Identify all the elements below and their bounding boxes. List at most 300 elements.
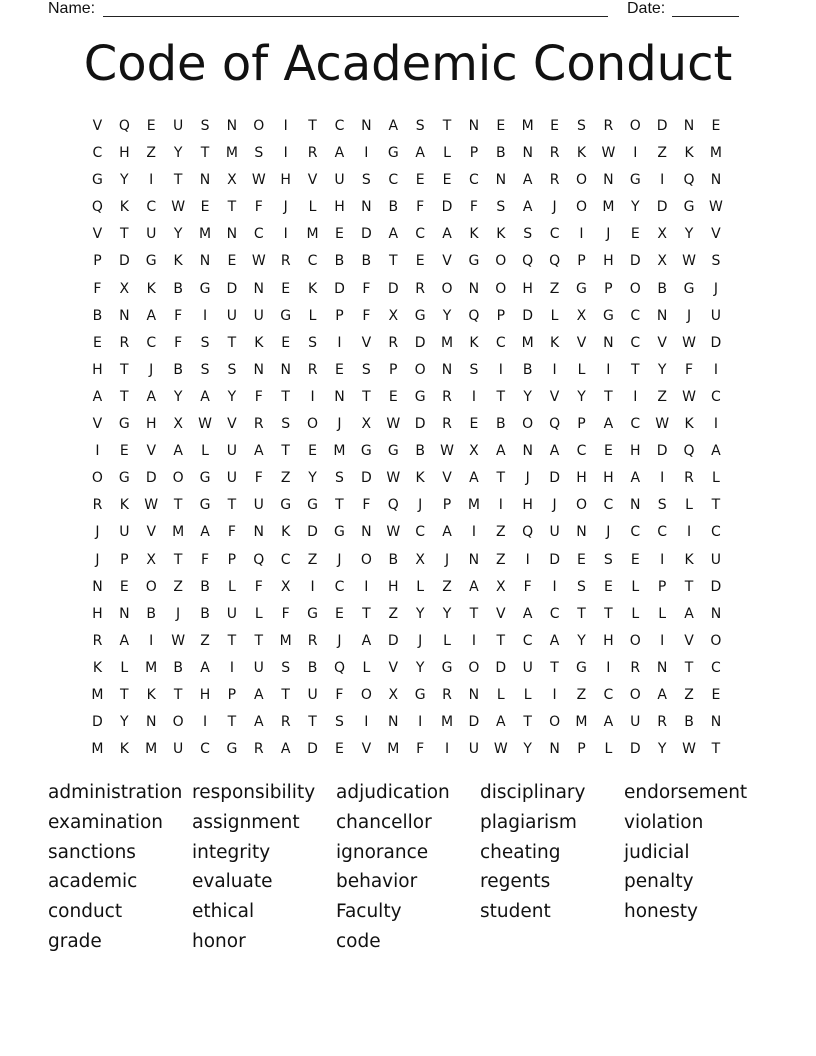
grid-letter[interactable]: N [199, 172, 211, 189]
grid-letter[interactable]: T [335, 497, 344, 514]
grid-letter[interactable]: Q [549, 416, 561, 433]
grid-letter[interactable]: S [281, 416, 291, 433]
grid-letter[interactable]: B [388, 551, 399, 568]
grid-letter[interactable]: E [335, 741, 344, 758]
grid-letter[interactable]: Z [684, 686, 694, 703]
grid-letter[interactable]: D [495, 659, 507, 676]
grid-letter[interactable]: C [657, 524, 668, 541]
grid-letter[interactable]: D [307, 524, 318, 541]
grid-letter[interactable]: V [92, 416, 103, 433]
grid-letter[interactable]: D [710, 578, 722, 595]
grid-letter[interactable]: W [144, 497, 159, 514]
grid-letter[interactable]: J [337, 632, 342, 649]
grid-letter[interactable]: Y [657, 361, 667, 378]
grid-letter[interactable]: L [308, 199, 317, 216]
grid-letter[interactable]: T [711, 741, 721, 758]
grid-letter[interactable]: E [603, 443, 613, 460]
grid-letter[interactable]: B [657, 280, 667, 297]
grid-letter[interactable]: T [200, 145, 210, 162]
grid-letter[interactable]: R [388, 334, 399, 351]
grid-letter[interactable]: H [576, 470, 587, 487]
grid-letter[interactable]: E [496, 118, 506, 134]
grid-letter[interactable]: A [146, 388, 157, 405]
grid-letter[interactable]: O [253, 118, 265, 134]
grid-letter[interactable]: G [576, 280, 587, 297]
grid-letter[interactable]: E [281, 280, 291, 297]
grid-letter[interactable]: F [227, 524, 236, 541]
grid-letter[interactable]: M [467, 497, 480, 514]
grid-letter[interactable]: V [549, 388, 560, 405]
grid-letter[interactable]: G [199, 470, 211, 487]
grid-letter[interactable]: A [549, 632, 560, 649]
grid-letter[interactable]: G [387, 443, 399, 460]
grid-letter[interactable]: I [471, 388, 476, 405]
grid-letter[interactable]: O [629, 686, 641, 703]
grid-letter[interactable]: N [468, 551, 480, 568]
grid-letter[interactable]: X [280, 578, 291, 595]
grid-letter[interactable]: C [630, 307, 641, 324]
grid-letter[interactable]: J [337, 551, 342, 568]
grid-letter[interactable]: M [145, 659, 158, 676]
grid-letter[interactable]: G [226, 741, 238, 758]
grid-letter[interactable]: V [361, 334, 372, 351]
grid-letter[interactable]: E [630, 226, 640, 243]
grid-letter[interactable]: J [418, 497, 423, 514]
grid-letter[interactable]: U [468, 741, 480, 758]
grid-letter[interactable]: T [523, 714, 532, 731]
grid-letter[interactable]: L [443, 145, 451, 162]
grid-letter[interactable]: N [549, 741, 560, 758]
grid-letter[interactable]: Z [576, 686, 587, 703]
grid-letter[interactable]: S [496, 199, 506, 216]
grid-letter[interactable]: T [388, 253, 398, 270]
date-blank[interactable] [672, 16, 739, 17]
grid-letter[interactable]: N [710, 605, 722, 622]
grid-letter[interactable]: K [684, 551, 694, 568]
grid-letter[interactable]: V [442, 470, 452, 487]
grid-letter[interactable]: I [660, 551, 665, 568]
grid-letter[interactable]: H [334, 199, 345, 216]
grid-letter[interactable]: P [389, 361, 398, 378]
grid-letter[interactable]: A [173, 443, 183, 460]
grid-letter[interactable]: I [471, 632, 476, 649]
grid-letter[interactable]: R [442, 416, 452, 433]
grid-letter[interactable]: C [603, 686, 614, 703]
grid-letter[interactable]: L [604, 741, 613, 758]
grid-letter[interactable]: E [281, 334, 291, 351]
grid-letter[interactable]: U [226, 470, 238, 487]
grid-letter[interactable]: C [280, 551, 291, 568]
grid-letter[interactable]: L [254, 605, 263, 622]
grid-letter[interactable]: U [226, 443, 238, 460]
grid-letter[interactable]: U [307, 686, 318, 703]
grid-letter[interactable]: Y [308, 470, 317, 487]
grid-letter[interactable]: W [386, 524, 401, 541]
grid-letter[interactable]: T [281, 443, 290, 460]
grid-letter[interactable]: L [496, 686, 505, 703]
grid-letter[interactable]: W [682, 253, 696, 270]
grid-letter[interactable]: N [656, 307, 668, 324]
grid-letter[interactable]: N [495, 172, 507, 189]
grid-letter[interactable]: F [281, 605, 290, 622]
grid-letter[interactable]: Q [118, 118, 130, 134]
grid-letter[interactable]: T [227, 199, 237, 216]
grid-letter[interactable]: N [710, 172, 722, 189]
grid-letter[interactable]: C [630, 334, 641, 351]
grid-letter[interactable]: I [444, 741, 450, 758]
grid-letter[interactable]: R [657, 714, 668, 731]
grid-letter[interactable]: N [361, 118, 372, 134]
grid-letter[interactable]: E [119, 443, 129, 460]
grid-letter[interactable]: I [633, 145, 638, 162]
grid-letter[interactable]: J [686, 307, 692, 324]
grid-letter[interactable]: A [657, 686, 667, 703]
grid-letter[interactable]: W [682, 388, 696, 405]
grid-letter[interactable]: D [226, 280, 238, 297]
grid-letter[interactable]: E [415, 253, 425, 270]
grid-letter[interactable]: E [200, 199, 210, 216]
grid-letter[interactable]: S [254, 145, 264, 162]
grid-letter[interactable]: G [629, 172, 641, 189]
grid-letter[interactable]: U [710, 551, 722, 568]
grid-letter[interactable]: E [711, 118, 721, 134]
grid-letter[interactable]: K [92, 659, 103, 676]
grid-letter[interactable]: A [200, 524, 210, 541]
grid-letter[interactable]: F [523, 578, 532, 595]
grid-letter[interactable]: V [657, 334, 667, 351]
grid-letter[interactable]: H [119, 145, 130, 162]
grid-letter[interactable]: Z [200, 632, 210, 649]
grid-letter[interactable]: W [709, 199, 723, 216]
grid-letter[interactable]: B [415, 443, 425, 460]
grid-letter[interactable]: S [361, 172, 371, 189]
grid-letter[interactable]: T [711, 497, 721, 514]
grid-letter[interactable]: U [226, 307, 238, 324]
grid-letter[interactable]: M [521, 334, 534, 351]
grid-letter[interactable]: W [198, 416, 212, 433]
grid-letter[interactable]: F [469, 199, 478, 216]
grid-letter[interactable]: P [496, 307, 506, 324]
grid-letter[interactable]: D [92, 714, 103, 731]
grid-letter[interactable]: Y [120, 172, 129, 189]
grid-letter[interactable]: Q [333, 659, 345, 676]
grid-letter[interactable]: I [552, 686, 557, 703]
grid-letter[interactable]: L [685, 497, 693, 514]
grid-letter[interactable]: R [307, 361, 318, 378]
grid-letter[interactable]: F [362, 280, 371, 297]
grid-letter[interactable]: S [603, 551, 613, 568]
grid-letter[interactable]: I [95, 443, 100, 460]
grid-letter[interactable]: C [146, 334, 157, 351]
grid-letter[interactable]: Y [657, 741, 667, 758]
grid-letter[interactable]: P [469, 145, 479, 162]
grid-letter[interactable]: O [360, 551, 372, 568]
grid-letter[interactable]: M [575, 714, 588, 731]
grid-letter[interactable]: I [713, 416, 718, 433]
grid-letter[interactable]: H [199, 686, 211, 703]
grid-letter[interactable]: I [660, 470, 665, 487]
grid-letter[interactable]: N [92, 578, 103, 595]
grid-letter[interactable]: E [119, 578, 129, 595]
grid-letter[interactable]: R [307, 632, 318, 649]
grid-letter[interactable]: U [172, 741, 184, 758]
grid-letter[interactable]: T [120, 361, 129, 378]
grid-letter[interactable]: Y [523, 388, 532, 405]
grid-letter[interactable]: T [362, 388, 371, 405]
grid-letter[interactable]: I [579, 226, 584, 243]
grid-letter[interactable]: T [469, 605, 479, 622]
grid-letter[interactable]: R [119, 334, 130, 351]
grid-letter[interactable]: N [468, 118, 480, 134]
grid-letter[interactable]: L [631, 605, 640, 622]
grid-letter[interactable]: B [361, 253, 372, 270]
grid-letter[interactable]: N [656, 659, 668, 676]
grid-letter[interactable]: C [253, 226, 264, 243]
grid-letter[interactable]: I [310, 388, 315, 405]
grid-letter[interactable]: G [360, 443, 372, 460]
grid-letter[interactable]: J [176, 605, 181, 622]
grid-letter[interactable]: V [146, 443, 157, 460]
grid-letter[interactable]: S [577, 118, 586, 134]
grid-letter[interactable]: I [498, 361, 503, 378]
grid-letter[interactable]: C [603, 497, 614, 514]
grid-letter[interactable]: T [630, 361, 640, 378]
grid-letter[interactable]: J [713, 280, 718, 297]
grid-letter[interactable]: T [281, 388, 290, 405]
grid-letter[interactable]: X [657, 226, 667, 243]
grid-letter[interactable]: I [364, 578, 369, 595]
grid-letter[interactable]: A [254, 714, 264, 731]
grid-letter[interactable]: P [227, 551, 237, 568]
grid-letter[interactable]: G [118, 416, 130, 433]
grid-letter[interactable]: L [362, 659, 371, 676]
grid-letter[interactable]: N [253, 361, 265, 378]
grid-letter[interactable]: O [91, 470, 103, 487]
grid-letter[interactable]: I [606, 361, 611, 378]
grid-letter[interactable]: E [442, 172, 452, 189]
grid-letter[interactable]: G [280, 497, 292, 514]
grid-letter[interactable]: K [549, 334, 560, 351]
grid-letter[interactable]: K [119, 741, 129, 758]
grid-letter[interactable]: E [146, 118, 156, 134]
grid-letter[interactable]: E [550, 118, 560, 134]
grid-letter[interactable]: D [549, 551, 560, 568]
grid-letter[interactable]: I [713, 361, 718, 378]
grid-letter[interactable]: A [522, 199, 533, 216]
grid-letter[interactable]: T [362, 605, 371, 622]
grid-letter[interactable]: O [629, 632, 641, 649]
grid-letter[interactable]: N [253, 280, 265, 297]
grid-letter[interactable]: F [416, 199, 425, 216]
grid-letter[interactable]: N [603, 172, 614, 189]
grid-letter[interactable]: B [92, 307, 103, 324]
grid-letter[interactable]: Y [120, 714, 129, 731]
grid-letter[interactable]: U [119, 524, 130, 541]
grid-letter[interactable]: N [253, 524, 265, 541]
grid-letter[interactable]: F [685, 361, 694, 378]
grid-letter[interactable]: X [173, 416, 183, 433]
grid-letter[interactable]: B [388, 199, 399, 216]
grid-letter[interactable]: I [471, 524, 476, 541]
grid-letter[interactable]: B [200, 605, 210, 622]
grid-letter[interactable]: N [576, 524, 587, 541]
grid-letter[interactable]: R [549, 145, 560, 162]
grid-letter[interactable]: O [307, 416, 319, 433]
grid-letter[interactable]: Q [253, 551, 265, 568]
grid-letter[interactable]: S [577, 578, 586, 595]
grid-letter[interactable]: U [549, 524, 560, 541]
grid-letter[interactable]: K [469, 334, 479, 351]
grid-letter[interactable]: I [283, 226, 288, 243]
grid-letter[interactable]: A [119, 632, 130, 649]
grid-letter[interactable]: N [334, 388, 345, 405]
grid-letter[interactable]: U [146, 226, 157, 243]
grid-letter[interactable]: T [604, 605, 613, 622]
grid-letter[interactable]: O [495, 253, 507, 270]
grid-letter[interactable]: D [468, 714, 480, 731]
grid-letter[interactable]: N [226, 226, 238, 243]
grid-letter[interactable]: Y [415, 605, 425, 622]
grid-letter[interactable]: I [660, 172, 665, 189]
grid-letter[interactable]: Q [683, 443, 695, 460]
grid-letter[interactable]: V [442, 253, 452, 270]
grid-letter[interactable]: A [442, 524, 452, 541]
grid-letter[interactable]: F [362, 307, 371, 324]
grid-letter[interactable]: I [364, 145, 369, 162]
grid-letter[interactable]: Y [173, 388, 183, 405]
grid-letter[interactable]: C [200, 741, 210, 758]
grid-letter[interactable]: M [709, 145, 722, 162]
grid-letter[interactable]: R [92, 497, 103, 514]
grid-letter[interactable]: A [200, 659, 210, 676]
grid-letter[interactable]: K [415, 470, 425, 487]
grid-letter[interactable]: X [469, 443, 479, 460]
grid-letter[interactable]: T [173, 686, 183, 703]
grid-letter[interactable]: P [93, 253, 102, 270]
grid-letter[interactable]: J [525, 470, 530, 487]
grid-letter[interactable]: X [146, 551, 157, 568]
grid-letter[interactable]: N [630, 497, 641, 514]
grid-letter[interactable]: O [629, 280, 641, 297]
grid-letter[interactable]: D [656, 199, 668, 216]
grid-letter[interactable]: I [202, 714, 208, 731]
grid-letter[interactable]: W [171, 632, 186, 649]
grid-letter[interactable]: R [92, 632, 103, 649]
grid-letter[interactable]: A [522, 172, 533, 189]
grid-letter[interactable]: G [387, 145, 399, 162]
grid-letter[interactable]: C [495, 334, 506, 351]
grid-letter[interactable]: N [522, 443, 533, 460]
grid-letter[interactable]: S [361, 361, 371, 378]
grid-letter[interactable]: A [711, 443, 721, 460]
grid-letter[interactable]: T [173, 551, 183, 568]
grid-letter[interactable]: A [146, 307, 157, 324]
grid-letter[interactable]: W [682, 741, 696, 758]
grid-letter[interactable]: E [335, 361, 344, 378]
grid-letter[interactable]: Z [146, 145, 157, 162]
grid-letter[interactable]: L [443, 632, 451, 649]
grid-letter[interactable]: U [226, 605, 238, 622]
grid-letter[interactable]: V [711, 226, 721, 243]
grid-letter[interactable]: L [631, 578, 640, 595]
grid-letter[interactable]: O [575, 199, 587, 216]
grid-letter[interactable]: Y [173, 145, 183, 162]
grid-letter[interactable]: K [576, 145, 587, 162]
grid-letter[interactable]: Q [522, 253, 534, 270]
grid-letter[interactable]: Z [657, 388, 667, 405]
grid-letter[interactable]: M [387, 741, 400, 758]
grid-letter[interactable]: E [335, 226, 344, 243]
grid-letter[interactable]: O [172, 714, 184, 731]
grid-letter[interactable]: A [496, 443, 506, 460]
grid-letter[interactable]: I [364, 714, 369, 731]
grid-letter[interactable]: S [200, 334, 210, 351]
grid-letter[interactable]: F [254, 470, 263, 487]
grid-letter[interactable]: X [361, 416, 372, 433]
grid-letter[interactable]: E [469, 416, 479, 433]
grid-letter[interactable]: R [280, 714, 291, 731]
grid-letter[interactable]: I [337, 334, 342, 351]
grid-letter[interactable]: P [657, 578, 667, 595]
grid-letter[interactable]: G [145, 253, 157, 270]
grid-letter[interactable]: N [145, 714, 157, 731]
grid-letter[interactable]: T [496, 632, 506, 649]
grid-letter[interactable]: D [710, 334, 722, 351]
grid-letter[interactable]: B [522, 361, 533, 378]
grid-letter[interactable]: D [549, 470, 560, 487]
grid-letter[interactable]: C [711, 388, 721, 405]
grid-letter[interactable]: I [552, 361, 557, 378]
grid-letter[interactable]: J [444, 551, 450, 568]
grid-letter[interactable]: V [576, 334, 587, 351]
grid-letter[interactable]: C [92, 145, 103, 162]
grid-letter[interactable]: B [334, 253, 345, 270]
grid-letter[interactable]: U [172, 118, 184, 134]
grid-letter[interactable]: D [522, 307, 534, 324]
grid-letter[interactable]: M [333, 443, 346, 460]
grid-letter[interactable]: Z [496, 551, 506, 568]
grid-letter[interactable]: L [658, 605, 667, 622]
grid-letter[interactable]: R [307, 145, 318, 162]
grid-letter[interactable]: P [577, 253, 586, 270]
grid-letter[interactable]: I [310, 578, 315, 595]
grid-letter[interactable]: B [307, 659, 318, 676]
grid-letter[interactable]: J [606, 524, 611, 541]
grid-letter[interactable]: Y [415, 659, 425, 676]
grid-letter[interactable]: U [253, 659, 264, 676]
grid-letter[interactable]: O [468, 659, 480, 676]
grid-letter[interactable]: G [199, 280, 211, 297]
grid-letter[interactable]: Z [388, 605, 399, 622]
grid-letter[interactable]: K [307, 280, 318, 297]
grid-letter[interactable]: M [521, 118, 534, 134]
grid-letter[interactable]: N [119, 307, 130, 324]
grid-letter[interactable]: A [280, 741, 291, 758]
grid-letter[interactable]: Z [549, 280, 560, 297]
grid-letter[interactable]: S [335, 470, 344, 487]
grid-letter[interactable]: T [550, 659, 559, 676]
grid-letter[interactable]: E [603, 578, 613, 595]
grid-letter[interactable]: R [442, 388, 452, 405]
grid-letter[interactable]: T [684, 659, 694, 676]
grid-letter[interactable]: O [495, 280, 507, 297]
grid-letter[interactable]: K [119, 199, 129, 216]
grid-letter[interactable]: X [119, 280, 130, 297]
grid-letter[interactable]: S [308, 334, 318, 351]
grid-letter[interactable]: G [683, 280, 695, 297]
grid-letter[interactable]: A [200, 388, 210, 405]
grid-letter[interactable]: V [92, 226, 103, 243]
